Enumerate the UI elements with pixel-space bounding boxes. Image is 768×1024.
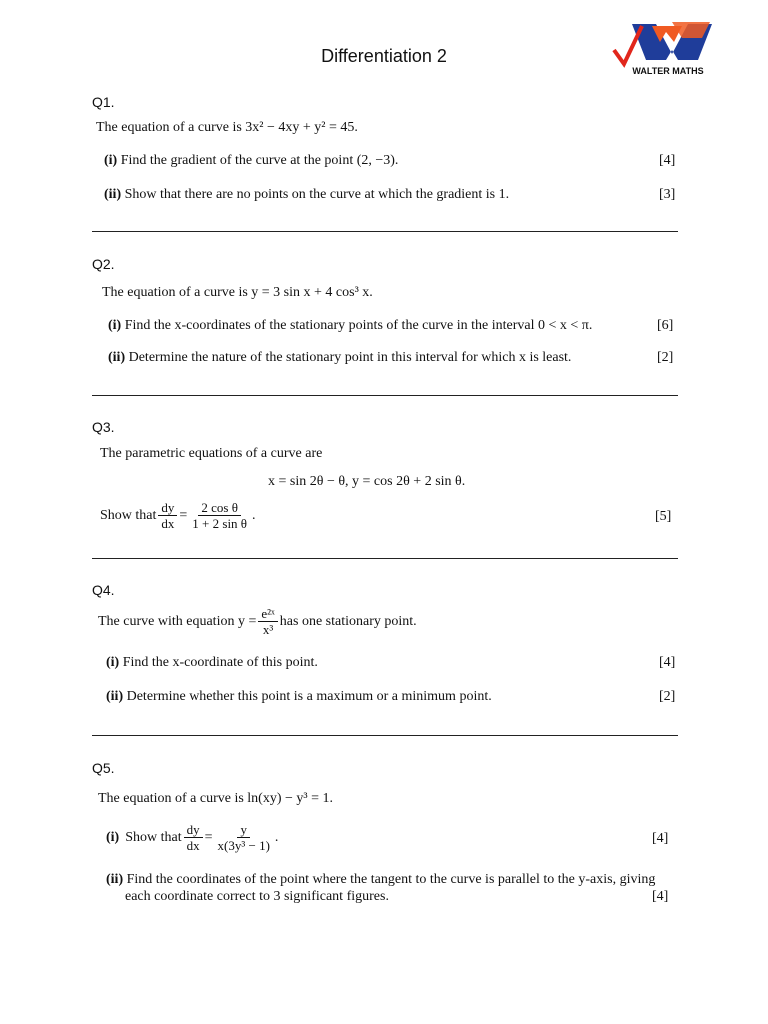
curve-fraction: [258, 606, 277, 637]
fraction-denominator: x³: [262, 622, 274, 637]
question-4-part-i: [106, 655, 318, 671]
question-2-part-i: [108, 318, 592, 334]
result-fraction: [189, 500, 250, 531]
fraction-denominator: dx: [161, 516, 175, 531]
question-2-stem: The equation of a curve is y = 3 sin x + 4 cos³ x.: [102, 285, 373, 300]
fraction-numerator: e²ˣ: [258, 606, 277, 622]
equals-sign: =: [204, 829, 213, 845]
tick-icon: [614, 26, 642, 64]
derivative-fraction: [158, 500, 177, 531]
question-1-part-i: [104, 153, 398, 169]
marks: [4]: [659, 153, 676, 168]
question-3-show-that: [100, 500, 256, 531]
question-1-label: Q1.: [92, 94, 115, 110]
question-5-part-ii: [106, 872, 655, 888]
marks: [6]: [657, 318, 674, 333]
question-5-part-ii-continued: each coordinate correct to 3 significant figures.: [125, 889, 389, 904]
question-3-label: Q3.: [92, 419, 115, 435]
part-label: (ii): [106, 872, 124, 887]
fraction-denominator: dx: [186, 838, 200, 853]
part-text: Find the x-coordinate of this point.: [122, 655, 318, 670]
derivative-fraction: [184, 822, 203, 853]
stem-suffix: has one stationary point.: [279, 613, 417, 629]
part-text: Find the gradient of the curve at the point (2, −3).: [120, 153, 399, 168]
show-that-text: Show that: [100, 507, 157, 523]
part-label: (i): [108, 318, 122, 333]
fraction-numerator: y: [237, 822, 250, 838]
question-4-stem: [98, 606, 417, 637]
divider: [92, 558, 678, 559]
question-5-label: Q5.: [92, 760, 115, 776]
marks: [5]: [655, 509, 672, 524]
part-label: (ii): [108, 350, 126, 365]
fraction-denominator: 1 + 2 sin θ: [192, 516, 248, 531]
part-text: Determine whether this point is a maximum or a minimum point.: [126, 689, 492, 704]
question-4-label: Q4.: [92, 582, 115, 598]
stem-prefix: The curve with equation y =: [98, 613, 257, 629]
question-1-stem: The equation of a curve is 3x² − 4xy + y² = 45.: [96, 120, 358, 135]
marks: [2]: [659, 689, 676, 704]
part-label: (i): [106, 829, 120, 845]
marks: [4]: [652, 831, 669, 846]
question-1-part-ii: [104, 187, 509, 203]
part-text: Determine the nature of the stationary point in this interval for which x is least.: [128, 350, 572, 365]
show-that-text: Show that: [125, 829, 182, 845]
walter-maths-logo: [612, 20, 716, 78]
page-title: Differentiation 2: [321, 46, 447, 66]
fraction-numerator: dy: [184, 822, 203, 838]
part-label: (ii): [106, 689, 124, 704]
marks: [2]: [657, 350, 674, 365]
marks: [4]: [652, 889, 669, 904]
marks: [3]: [659, 187, 676, 202]
question-5-part-i: [106, 822, 278, 853]
equals-sign: =: [179, 507, 188, 523]
marks: [4]: [659, 655, 676, 670]
divider: [92, 231, 678, 232]
result-fraction: [215, 822, 273, 853]
fraction-numerator: 2 cos θ: [198, 500, 241, 516]
full-stop: .: [252, 507, 256, 523]
question-3-equation: x = sin 2θ − θ, y = cos 2θ + 2 sin θ.: [268, 474, 466, 489]
part-text: Find the x-coordinates of the stationary points of the curve in the interval 0 < x < π.: [124, 318, 593, 333]
divider: [92, 735, 678, 736]
logo-text: WALTER MATHS: [632, 66, 704, 76]
question-2-part-ii: [108, 350, 571, 366]
part-label: (ii): [104, 187, 122, 202]
divider: [92, 395, 678, 396]
question-4-part-ii: [106, 689, 492, 705]
question-2-label: Q2.: [92, 256, 115, 272]
fraction-numerator: dy: [158, 500, 177, 516]
full-stop: .: [274, 829, 279, 845]
part-text: Show that there are no points on the curve at which the gradient is 1.: [124, 187, 510, 202]
question-3-stem: The parametric equations of a curve are: [100, 446, 323, 461]
part-text: Find the coordinates of the point where the tangent to the curve is parallel to the y-axis, giving: [126, 872, 656, 887]
part-label: (i): [104, 153, 118, 168]
fraction-denominator: x(3y³ − 1): [217, 838, 270, 853]
part-label: (i): [106, 655, 120, 670]
question-5-stem: The equation of a curve is ln(xy) − y³ = 1.: [98, 791, 333, 806]
